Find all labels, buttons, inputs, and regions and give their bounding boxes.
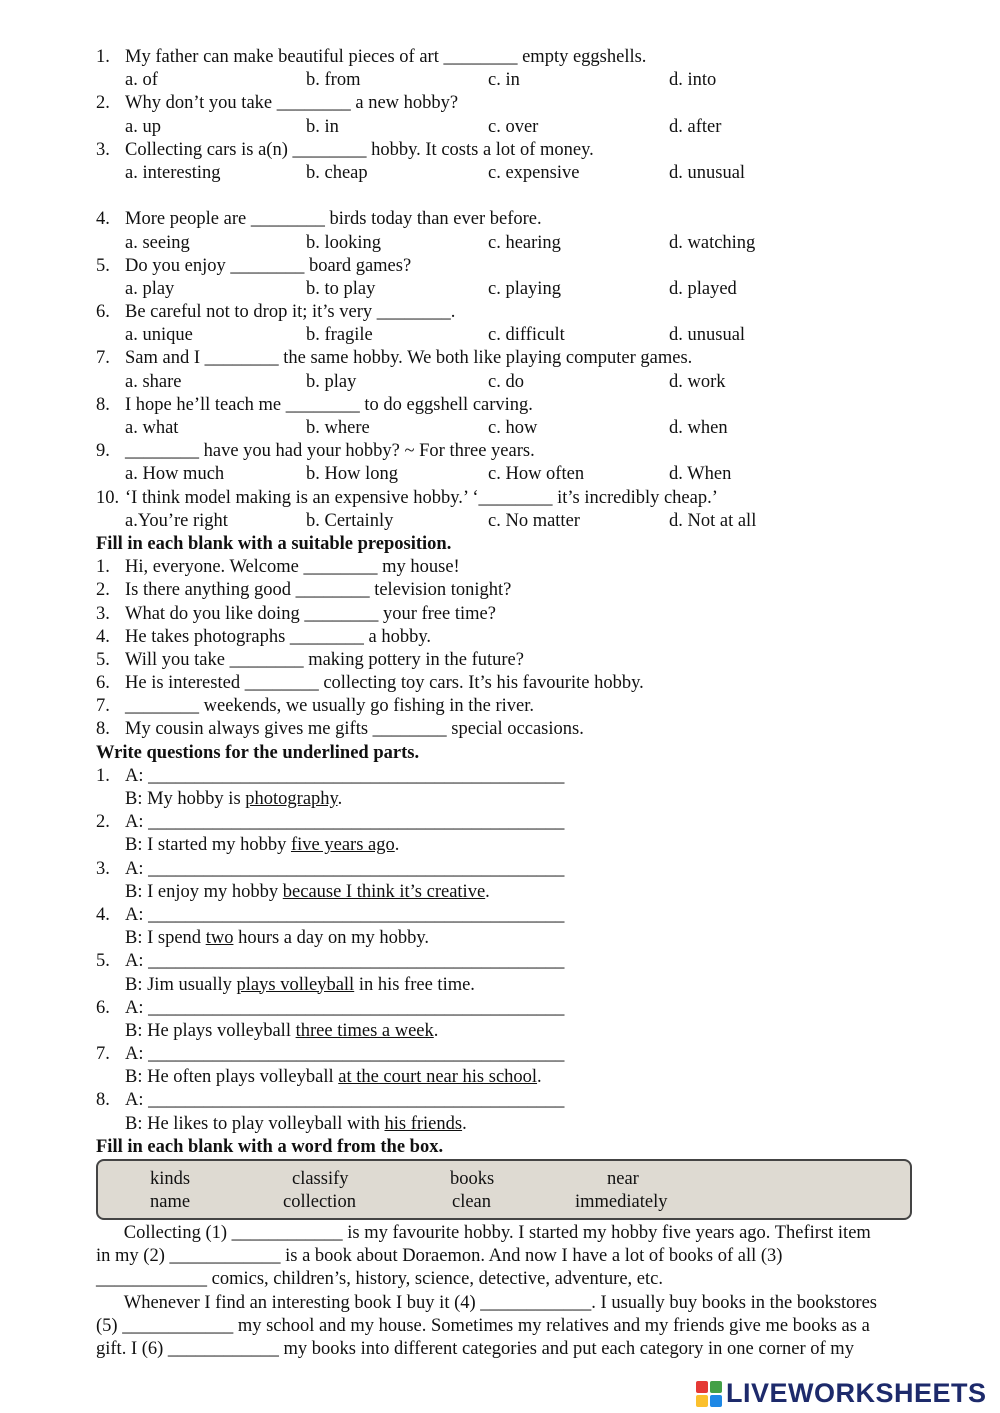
logo-square: [696, 1381, 708, 1393]
option-d[interactable]: d. when: [669, 418, 728, 438]
item-number: 1.: [96, 765, 110, 786]
question-text: I hope he’ll teach me ________ to do eggshell carving.: [125, 394, 533, 415]
item-number: 5.: [96, 649, 110, 670]
option-a[interactable]: a. seeing: [125, 232, 190, 253]
box-word: collection: [283, 1192, 356, 1212]
question-number: 9.: [96, 441, 110, 462]
paragraph-line[interactable]: in my (2) ____________ is a book about Doraemon. And now I have a lot of books of all (3): [96, 1246, 783, 1267]
mcq-options: [0, 232, 1000, 255]
mcq-options: [0, 69, 1000, 92]
item-number: 3.: [96, 603, 110, 624]
word-box-section: [0, 1136, 1000, 1361]
option-d[interactable]: d. unusual: [669, 325, 746, 346]
answer-blank[interactable]: A: _____________________________________________: [125, 951, 565, 972]
answer-row: [0, 927, 1000, 950]
item-number: 8.: [96, 1090, 110, 1111]
box-word: near: [607, 1169, 639, 1189]
answer-row: [0, 881, 1000, 904]
answer-text-end: .: [394, 835, 400, 856]
mcq-options: [0, 510, 1000, 533]
exercise-item: [0, 672, 1000, 695]
liveworksheets-logo: [696, 1378, 996, 1410]
question-text: Sam and I ________ the same hobby. We both like playing computer games.: [125, 348, 693, 369]
option-b[interactable]: b. Certainly: [306, 510, 394, 531]
question-number: 5.: [96, 255, 110, 276]
question-number: 4.: [96, 209, 110, 230]
answer-text-end: .: [462, 1113, 467, 1134]
option-b[interactable]: b. fragile: [306, 325, 373, 346]
option-a[interactable]: a. unique: [125, 325, 193, 346]
exercise-item: [0, 626, 1000, 649]
option-a[interactable]: a.You’re right: [125, 510, 228, 531]
paragraph-line[interactable]: gift. I (6) ____________ my books into different categories and put each category in one corner of my: [96, 1338, 854, 1359]
section-heading: Fill in each blank with a suitable preposition.: [96, 533, 452, 554]
item-number: 6.: [96, 673, 110, 694]
underlined-part: three times a week: [295, 1020, 434, 1041]
question-blank-row: [0, 811, 1000, 834]
mcq-question: [0, 347, 1000, 370]
mcq-options: [0, 278, 1000, 301]
item-text[interactable]: He takes photographs ________ a hobby.: [125, 626, 432, 647]
option-c[interactable]: c. playing: [488, 278, 561, 299]
underlined-part: at the court near his school: [338, 1067, 538, 1088]
answer-text-end: .: [537, 1067, 542, 1088]
underlined-part: two: [205, 928, 234, 949]
mcq-section: [0, 46, 1000, 533]
questions-section: [0, 742, 1000, 1136]
mcq-options: [0, 371, 1000, 394]
answer-text-end: in his free time.: [354, 974, 475, 995]
question-number: 7.: [96, 348, 110, 369]
option-c[interactable]: c. expensive: [488, 162, 580, 183]
answer-row: [0, 974, 1000, 997]
exercise-item: [0, 579, 1000, 602]
box-word: immediately: [575, 1192, 668, 1212]
item-number: 4.: [96, 904, 110, 925]
underlined-part: plays volleyball: [236, 974, 355, 995]
answer-text-end: .: [433, 1020, 439, 1041]
box-word: kinds: [150, 1169, 191, 1189]
exercise-item: [0, 603, 1000, 626]
word-box: [96, 1159, 912, 1220]
item-text[interactable]: He is interested ________ collecting toy cars. It’s his favourite hobby.: [125, 673, 644, 694]
item-number: 2.: [96, 812, 110, 833]
answer-text-end: hours a day on my hobby.: [233, 928, 430, 949]
box-word: books: [450, 1169, 495, 1189]
question-text: Collecting cars is a(n) ________ hobby. It costs a lot of money.: [125, 139, 594, 160]
underlined-part: photography: [245, 789, 338, 809]
item-text[interactable]: My cousin always gives me gifts ________ special occasions.: [125, 719, 584, 740]
item-text[interactable]: Will you take ________ making pottery in the future?: [125, 649, 524, 670]
question-number: 1.: [96, 47, 110, 67]
option-b[interactable]: b. from: [306, 70, 361, 91]
item-number: 3.: [96, 858, 110, 879]
option-c[interactable]: c. hearing: [488, 232, 561, 253]
section-heading: Fill in each blank with a word from the box.: [96, 1136, 444, 1157]
option-b[interactable]: b. How long: [306, 464, 398, 485]
answer-text: B: I enjoy my hobby: [125, 881, 283, 902]
option-c[interactable]: c. How often: [488, 464, 585, 485]
answer-blank[interactable]: A: _____________________________________________: [125, 1090, 565, 1111]
underlined-part: because I think it’s creative: [282, 881, 486, 902]
mcq-question: [0, 92, 1000, 115]
option-a[interactable]: a. what: [125, 418, 179, 438]
mcq-question: [0, 394, 1000, 417]
item-number: 7.: [96, 1044, 110, 1065]
option-a[interactable]: a. up: [125, 116, 161, 137]
answer-blank[interactable]: A: _____________________________________________: [125, 812, 565, 833]
question-text: Why don’t you take ________ a new hobby?: [125, 93, 459, 114]
answer-row: [0, 788, 1000, 811]
option-c[interactable]: c. over: [488, 116, 539, 137]
logo-mark-icon: [696, 1381, 722, 1407]
question-number: 6.: [96, 302, 110, 323]
mcq-question: [0, 208, 1000, 231]
underlined-part: his friends: [384, 1113, 463, 1134]
worksheet: [0, 46, 1000, 1361]
item-number: 7.: [96, 696, 110, 717]
option-d[interactable]: d. Not at all: [669, 510, 757, 531]
spacer: [0, 185, 1000, 208]
option-d[interactable]: d. watching: [669, 232, 756, 253]
question-text: ________ have you had your hobby? ~ For three years.: [125, 441, 535, 462]
option-a[interactable]: a. play: [125, 278, 175, 299]
option-d[interactable]: d. unusual: [669, 162, 746, 183]
option-d[interactable]: d. into: [669, 70, 717, 91]
answer-text: B: I spend: [125, 928, 206, 949]
option-b[interactable]: b. looking: [306, 232, 382, 253]
answer-text: B: I started my hobby: [125, 835, 291, 856]
option-b[interactable]: b. to play: [306, 278, 376, 299]
option-a[interactable]: a. How much: [125, 464, 225, 485]
question-text: Be careful not to drop it; it’s very ________.: [125, 302, 456, 323]
option-a[interactable]: a. share: [125, 371, 182, 392]
item-number: 4.: [96, 626, 110, 647]
answer-blank[interactable]: A: _____________________________________________: [125, 765, 565, 786]
box-word: classify: [292, 1169, 349, 1189]
question-blank-row: [0, 950, 1000, 973]
exercise-item: [0, 718, 1000, 741]
question-blank-row: [0, 1043, 1000, 1066]
option-a[interactable]: a. of: [125, 70, 158, 91]
mcq-question: [0, 440, 1000, 463]
mcq-options: [0, 116, 1000, 139]
answer-text-end: .: [485, 881, 490, 902]
exercise-item: [0, 695, 1000, 718]
question-text: ‘I think model making is an expensive hobby.’ ‘________ it’s incredibly cheap.’: [125, 487, 718, 508]
question-number: 2.: [96, 93, 110, 114]
answer-text-end: .: [337, 789, 343, 809]
underlined-part: five years ago: [290, 835, 395, 856]
paragraph-line[interactable]: ____________ comics, children’s, history, science, detective, adventure, etc.: [96, 1269, 663, 1290]
box-word: name: [150, 1192, 191, 1212]
option-b[interactable]: b. in: [306, 116, 339, 137]
answer-text: B: My hobby is: [125, 789, 246, 809]
question-text: My father can make beautiful pieces of art ________ empty eggshells.: [125, 47, 647, 67]
item-number: 8.: [96, 719, 110, 740]
option-b[interactable]: b. where: [306, 418, 370, 438]
logo-square: [696, 1395, 708, 1407]
question-number: 10.: [96, 487, 120, 508]
option-c[interactable]: c. in: [488, 70, 520, 91]
logo-text: LIVEWORKSHEETS: [726, 1378, 987, 1409]
item-text[interactable]: Is there anything good ________ television tonight?: [125, 580, 512, 601]
cloze-paragraph: [96, 1222, 946, 1361]
option-d[interactable]: d. work: [669, 371, 726, 392]
answer-text: B: He plays volleyball: [125, 1020, 296, 1041]
mcq-options: [0, 162, 1000, 185]
answer-row: [0, 834, 1000, 857]
option-c[interactable]: c. do: [488, 371, 524, 392]
option-d[interactable]: d. When: [669, 464, 732, 485]
answer-text: B: He likes to play volleyball with: [125, 1113, 385, 1134]
question-blank-row: [0, 904, 1000, 927]
question-blank-row: [0, 858, 1000, 881]
item-text[interactable]: ________ weekends, we usually go fishing in the river.: [125, 696, 534, 717]
answer-row: [0, 1113, 1000, 1136]
option-b[interactable]: b. play: [306, 371, 357, 392]
answer-blank[interactable]: A: _____________________________________________: [125, 858, 565, 879]
question-blank-row: [0, 765, 1000, 788]
paragraph-line[interactable]: Collecting (1) ____________ is my favourite hobby. I started my hobby five years ago. Thefirst item: [96, 1223, 871, 1243]
question-blank-row: [0, 997, 1000, 1020]
mcq-options: [0, 417, 1000, 440]
mcq-question: [0, 487, 1000, 510]
mcq-question: [0, 46, 1000, 69]
option-a[interactable]: a. interesting: [125, 162, 221, 183]
answer-blank[interactable]: A: _____________________________________________: [125, 904, 565, 925]
question-text: More people are ________ birds today than ever before.: [125, 209, 542, 230]
option-b[interactable]: b. cheap: [306, 162, 368, 183]
option-d[interactable]: d. played: [669, 278, 737, 299]
question-blank-row: [0, 1089, 1000, 1112]
paragraph-line[interactable]: Whenever I find an interesting book I buy it (4) ____________. I usually buy books in the bookstores: [96, 1292, 877, 1313]
answer-text: B: He often plays volleyball: [125, 1067, 339, 1088]
mcq-options: [0, 324, 1000, 347]
answer-row: [0, 1066, 1000, 1089]
mcq-options: [0, 463, 1000, 486]
item-number: 1.: [96, 557, 110, 578]
item-text[interactable]: Hi, everyone. Welcome ________ my house!: [125, 557, 460, 578]
item-number: 6.: [96, 997, 110, 1018]
item-text[interactable]: What do you like doing ________ your free time?: [125, 603, 496, 624]
option-c[interactable]: c. difficult: [488, 325, 565, 346]
preposition-section: [0, 533, 1000, 742]
section-heading: Write questions for the underlined parts.: [96, 742, 420, 763]
answer-blank[interactable]: A: _____________________________________________: [125, 997, 565, 1018]
logo-square: [710, 1381, 722, 1393]
item-number: 2.: [96, 580, 110, 601]
mcq-question: [0, 301, 1000, 324]
mcq-question: [0, 255, 1000, 278]
option-c[interactable]: c. how: [488, 418, 538, 438]
option-c[interactable]: c. No matter: [488, 510, 580, 531]
paragraph-line[interactable]: (5) ____________ my school and my house. Sometimes my relatives and my friends give me books as a: [96, 1315, 870, 1336]
answer-text: B: Jim usually: [125, 974, 237, 995]
item-number: 5.: [96, 951, 110, 972]
logo-square: [710, 1395, 722, 1407]
answer-row: [0, 1020, 1000, 1043]
exercise-item: [0, 556, 1000, 579]
exercise-item: [0, 649, 1000, 672]
box-word: clean: [452, 1192, 492, 1212]
question-number: 8.: [96, 394, 110, 415]
mcq-question: [0, 139, 1000, 162]
question-text: Do you enjoy ________ board games?: [125, 255, 412, 276]
answer-blank[interactable]: A: _____________________________________________: [125, 1044, 565, 1065]
option-d[interactable]: d. after: [669, 116, 722, 137]
question-number: 3.: [96, 139, 110, 160]
